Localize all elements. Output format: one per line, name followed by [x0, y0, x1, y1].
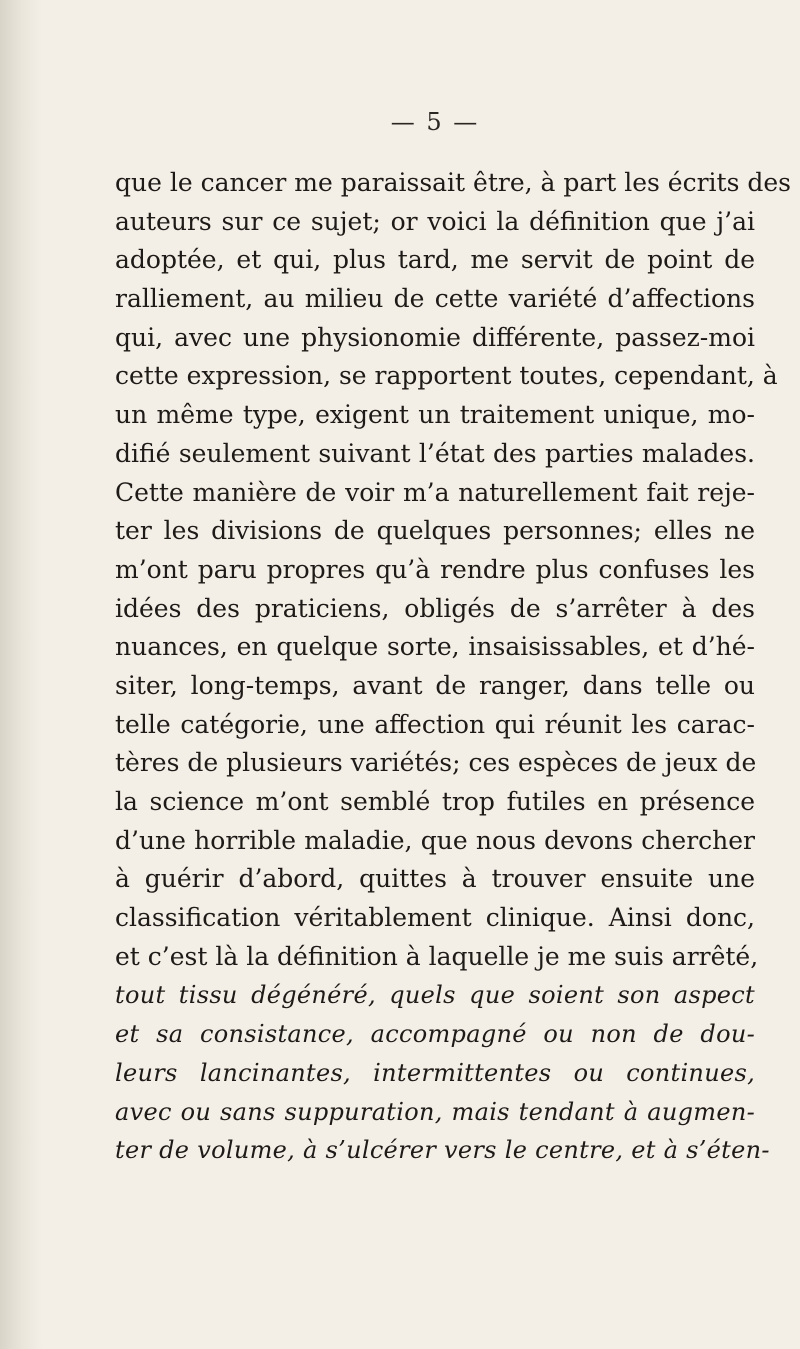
definition-line: avec ou sans suppuration, mais tendant à augmen-	[115, 1097, 755, 1126]
definition-line: tout tissu dégénéré, quels que soient son aspect	[115, 981, 755, 1010]
text-line: un même type, exigent un traitement unique, mo-	[115, 400, 755, 430]
text-line: siter, long-temps, avant de ranger, dans telle ou	[115, 670, 755, 700]
definition-line: et sa consistance, accompagné ou non de dou-	[115, 1020, 755, 1049]
text-line: m’ont paru propres qu’à rendre plus confuses les	[115, 554, 755, 584]
text-line: que le cancer me paraissait être, à part les écrits des	[115, 168, 791, 197]
text-line: telle catégorie, une affection qui réunit les carac-	[115, 709, 755, 739]
text-line: classification véritablement clinique. Ainsi donc,	[115, 903, 755, 933]
text-line: difié seulement suivant l’état des parties malades.	[115, 438, 755, 468]
text-line: qui, avec une physionomie différente, passez-moi	[115, 322, 755, 352]
text-line: à guérir d’abord, quittes à trouver ensuite une	[115, 864, 755, 894]
text-line: ralliement, au milieu de cette variété d’affections	[115, 284, 755, 314]
text-line: ter les divisions de quelques personnes; elles ne	[115, 516, 755, 546]
page-number: — 5 —	[390, 108, 480, 136]
body-text	[115, 164, 791, 1170]
text-line: tères de plusieurs variétés; ces espèces de jeux de	[115, 748, 757, 778]
definition-line: leurs lancinantes, intermittentes ou continues,	[115, 1058, 755, 1087]
text-line: la science m’ont semblé trop futiles en présence	[115, 787, 755, 816]
text-line: d’une horrible maladie, que nous devons chercher	[115, 825, 755, 855]
text-line: et c’est là la définition à laquelle je me suis arrêté,	[115, 941, 759, 971]
text-line: nuances, en quelque sorte, insaisissables, et d’hé-	[115, 632, 755, 662]
definition-line: ter de volume, à s’ulcérer vers le centre, et à s’éten-	[115, 1136, 770, 1165]
text-line: idées des praticiens, obligés de s’arrêter à des	[115, 593, 755, 623]
text-line: Cette manière de voir m’a naturellement fait reje-	[115, 477, 755, 507]
text-line: auteurs sur ce sujet; or voici la définition que j’ai	[115, 206, 755, 236]
page-binding-shadow	[0, 0, 42, 1349]
text-line: adoptée, et qui, plus tard, me servit de point de	[115, 245, 755, 275]
text-line: cette expression, se rapportent toutes, cependant, à	[115, 361, 778, 391]
